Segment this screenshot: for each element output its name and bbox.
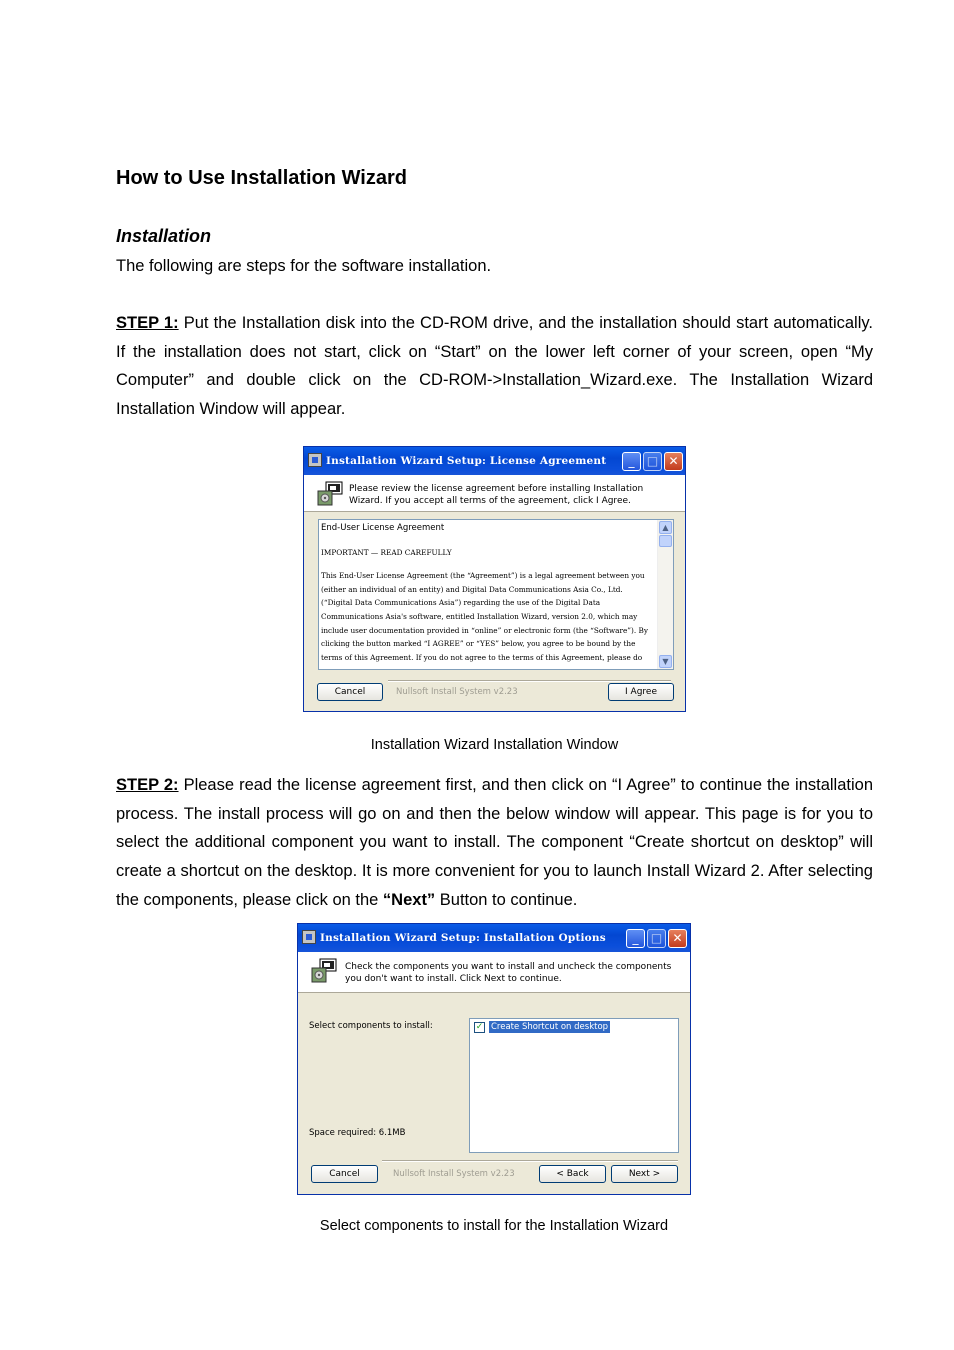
select-components-label: Select components to install: <box>309 1021 433 1031</box>
license-line: IMPORTANT — READ CAREFULLY <box>321 547 452 557</box>
intro-paragraph: The following are steps for the software installation. <box>116 257 492 275</box>
close-icon[interactable]: ✕ <box>668 929 687 948</box>
step2-text: Please read the license agreement first, and then click on “I Agree” to continue the installation process. The install process will go on and then the below window will appear. This page is for you to select the additional component you want to install. The component “Create shortcut on desktop” will create a shortcut on the desktop. It is more convenient for you to launch Install Wizard 2. After selecting the components, please click on the <box>116 776 873 909</box>
next-keyword: “Next” <box>382 890 436 909</box>
nsis-brand: Nullsoft Install System v2.23 <box>396 687 518 697</box>
license-text <box>321 522 657 664</box>
checkbox-checked-icon[interactable]: ✓ <box>475 1022 484 1032</box>
component-create-shortcut[interactable]: Create Shortcut on desktop <box>491 1022 609 1032</box>
license-line: terms of this Agreement. If you do not agree to the terms of this Agreement, please do <box>321 652 643 662</box>
nsis-brand: Nullsoft Install System v2.23 <box>393 1169 515 1179</box>
scroll-thumb[interactable] <box>659 535 672 547</box>
step2-paragraph <box>116 771 873 915</box>
license-line: include user documentation provided in “online” or electronic form (the “Software”). By <box>321 625 648 635</box>
close-icon[interactable]: ✕ <box>664 452 683 471</box>
space-required-label: Space required: 6.1MB <box>309 1128 406 1138</box>
next-button[interactable]: Next > <box>611 1165 678 1183</box>
installation-options-dialog <box>297 923 691 1195</box>
license-agreement-dialog <box>303 446 686 712</box>
step2-text-end: Button to continue. <box>435 890 578 909</box>
section-heading: Installation <box>116 226 212 246</box>
setup-box-icon <box>316 481 344 507</box>
license-line: Communications Asia's software, entitled Installation Wizard, version 2.0, which may <box>321 611 638 621</box>
license-text-box[interactable] <box>318 519 674 670</box>
license-line: clicking the button marked “I AGREE” or “YES” below, you agree to be bound by the <box>321 639 636 649</box>
maximize-icon: □ <box>647 929 666 948</box>
license-line: (either an individual of an entity) and Digital Data Communications Asia Co., Ltd. <box>321 584 623 594</box>
license-scrollbar[interactable] <box>657 520 673 669</box>
back-button[interactable]: < Back <box>539 1165 606 1183</box>
dialog-titlebar[interactable] <box>304 447 685 475</box>
figure-caption: Installation Wizard Installation Window <box>370 737 619 753</box>
installer-icon <box>302 930 316 944</box>
step1-label: STEP 1: <box>116 314 179 332</box>
dialog-title: Installation Wizard Setup: Installation Options <box>320 932 606 944</box>
dialog-titlebar[interactable] <box>298 924 690 952</box>
installer-icon <box>308 453 322 467</box>
minimize-icon[interactable]: _ <box>622 452 641 471</box>
step1-text: Put the Installation disk into the CD-ROM drive, and the installation should start automatically. If the installation does not start, click on “Start” on the lower left corner of your screen, open “My Computer” and double click on the CD-ROM->Installation_Wizard.exe. The Installation Wizard Installation Window will appear. <box>116 314 873 419</box>
setup-box-icon <box>310 958 338 984</box>
license-line: This End-User License Agreement (the “Agreement”) is a legal agreement between you <box>321 571 645 581</box>
i-agree-button[interactable]: I Agree <box>608 683 674 701</box>
maximize-icon: □ <box>643 452 662 471</box>
footer-separator <box>382 1160 678 1162</box>
footer-separator <box>388 680 671 682</box>
header-instruction: Please review the license agreement before installing Installation Wizard. If you accept all terms of the agreement, click I Agree. <box>349 484 644 506</box>
license-line: (“Digital Data Communications Asia”) regarding the use of the Digital Data <box>321 598 601 608</box>
header-instruction: Check the components you want to install and uncheck the components you don't want to install. Click Next to continue. <box>345 962 672 984</box>
dialog-title: Installation Wizard Setup: License Agreement <box>326 455 607 467</box>
components-list[interactable] <box>469 1018 679 1153</box>
cancel-button[interactable]: Cancel <box>317 683 383 701</box>
cancel-button[interactable]: Cancel <box>311 1165 378 1183</box>
scroll-down-icon[interactable]: ▼ <box>659 655 672 668</box>
step2-label: STEP 2: <box>116 776 179 794</box>
license-line: End-User License Agreement <box>321 523 445 533</box>
minimize-icon[interactable]: _ <box>626 929 645 948</box>
page-title: How to Use Installation Wizard <box>116 167 407 189</box>
figure-caption: Select components to install for the Installation Wizard <box>319 1218 669 1234</box>
dialog-header <box>298 952 690 993</box>
step1-paragraph <box>116 309 873 424</box>
dialog-header <box>304 475 685 512</box>
scroll-up-icon[interactable]: ▲ <box>659 521 672 534</box>
